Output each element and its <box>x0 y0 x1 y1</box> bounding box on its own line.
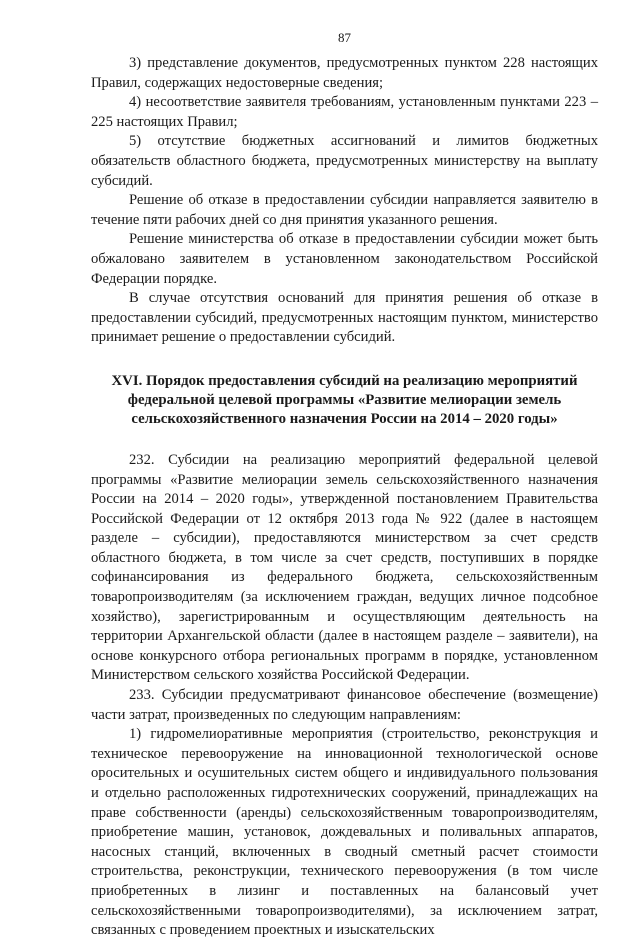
paragraph-233-item-1: 1) гидромелиоративные мероприятия (строительство, реконструкция и техническое перевооружение на инновационной технологической основе оросительных и осушительных систем общего и индивидуального пользования и отдельно расположенных гидротехнических сооружений, принадлежащих на праве собственности (аренды) сельскохозяйственным товаропроизводителям, приобретение машин, установок, дождевальных и поливальных аппаратов, насосных станций, включенных в сводный сметный расчет стоимости строительства, реконструкции, технического перевооружения (в том числе приобретенных в лизинг и поставленных на балансовый учет сельскохозяйственными товаропроизводителями), за исключением затрат, связанных с проведением проектных и изыскательских <box>91 726 598 939</box>
paragraph-refusal-ground-3: 3) представление документов, предусмотренных пунктом 228 настоящих Правил, содержащих недостоверные сведения; <box>91 55 598 91</box>
paragraph-refusal-ground-5: 5) отсутствие бюджетных ассигнований и лимитов бюджетных обязательств областного бюджета, предусмотренных министерству на выплату субсидий. <box>91 133 598 189</box>
section-heading: XVI. Порядок предоставления субсидий на реализацию мероприятий федеральной целевой программы «Развитие мелиорации земель сельскохозяйственного назначения России на 2014 – 2020 годы» <box>111 372 578 427</box>
paragraph-appeal: Решение министерства об отказе в предоставлении субсидии может быть обжаловано заявителем в установленном законодательством Российской Федерации порядке. <box>91 231 598 287</box>
paragraph-refusal-notice: Решение об отказе в предоставлении субсидии направляется заявителю в течение пяти рабочих дней со дня принятия указанного решения. <box>91 192 598 228</box>
paragraph-233: 233. Субсидии предусматривают финансовое обеспечение (возмещение) части затрат, произведенных по следующим направлениям: <box>91 687 598 723</box>
paragraph-grant-decision: В случае отсутствия оснований для принятия решения об отказе в предоставлении субсидий, предусмотренных настоящим пунктом, министерство принимает решение о предоставлении субсидий. <box>91 290 598 346</box>
page-number: 87 <box>338 30 351 45</box>
paragraph-232: 232. Субсидии на реализацию мероприятий федеральной целевой программы «Развитие мелиорации земель сельскохозяйственного назначения России на 2014 – 2020 годы», утвержденной постановлением Правительства Российской Федерации от 12 октября 2013 года № 922 (далее в настоящем разделе – субсидии), предоставляются министерством за счет средств областного бюджета, в том числе за счет средств, поступивших в порядке софинансирования из федерального бюджета, сельскохозяйственным товаропроизводителям (за исключением граждан, ведущих личное подсобное хозяйство), зарегистрированным и осуществляющим деятельность на территории Архангельской области (далее в настоящем разделе – заявители), на основе конкурсного отбора региональных программ в порядке, установленном Министерством сельского хозяйства Российской Федерации. <box>91 451 598 684</box>
paragraph-refusal-ground-4: 4) несоответствие заявителя требованиям, установленным пунктами 223 – 225 настоящих Правил; <box>91 94 598 130</box>
